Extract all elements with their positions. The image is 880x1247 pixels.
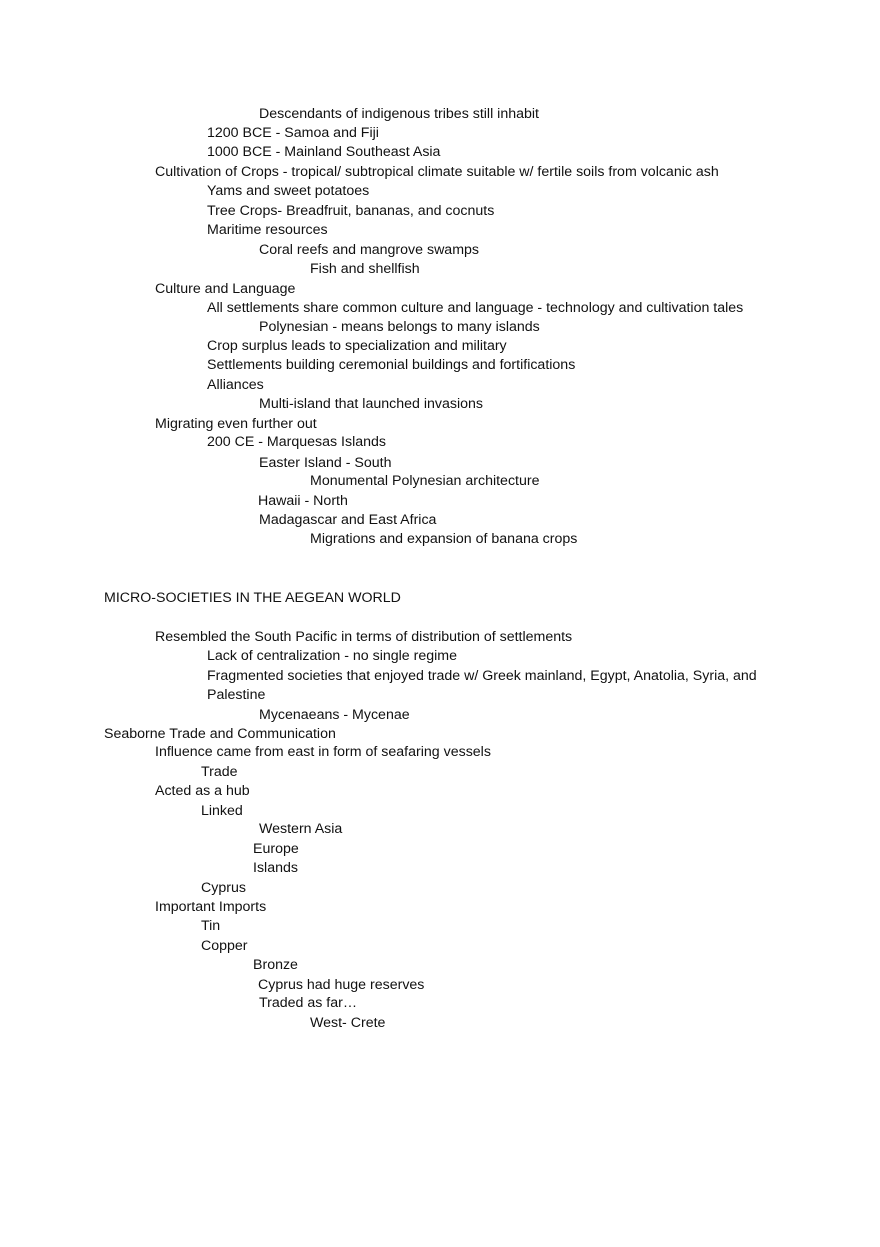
list-text: Trade xyxy=(201,764,238,780)
list-text: Important Imports xyxy=(155,899,267,915)
list-text: All settlements share common culture and language - technology and cultivation tales xyxy=(207,300,744,316)
list-text: Yams and sweet potatoes xyxy=(207,183,370,199)
list-text: 1200 BCE - Samoa and Fiji xyxy=(207,125,379,141)
list-text: Migrations and expansion of banana crops xyxy=(310,531,578,547)
list-text: Settlements building ceremonial buildings and fortifications xyxy=(207,357,576,373)
list-text: Western Asia xyxy=(259,821,343,837)
list-text: Easter Island - South xyxy=(259,455,392,471)
list-text: Descendants of indigenous tribes still inhabit xyxy=(259,106,539,122)
list-text: Europe xyxy=(253,841,299,857)
list-text: Tree Crops- Breadfruit, bananas, and cocnuts xyxy=(207,203,495,219)
list-text: Cultivation of Crops - tropical/ subtropical climate suitable w/ fertile soils from volcanic ash xyxy=(155,164,719,180)
list-text: Coral reefs and mangrove swamps xyxy=(259,242,480,258)
list-text: Crop surplus leads to specialization and military xyxy=(207,338,507,354)
list-text: Copper xyxy=(201,938,248,954)
list-text: Linked xyxy=(201,803,243,819)
list-text: Fish and shellfish xyxy=(310,261,420,277)
list-text: Cyprus xyxy=(201,880,246,896)
list-text: Madagascar and East Africa xyxy=(259,512,437,528)
list-text: Traded as far… xyxy=(259,995,358,1011)
list-text: Alliances xyxy=(207,377,264,393)
heading-text: Seaborne Trade and Communication xyxy=(104,726,336,742)
list-text: Migrating even further out xyxy=(155,416,317,432)
list-text: Lack of centralization - no single regime xyxy=(207,648,457,664)
list-text: Monumental Polynesian architecture xyxy=(310,473,540,489)
list-text: Mycenaeans - Mycenae xyxy=(259,707,410,723)
list-text: Cyprus had huge reserves xyxy=(258,977,425,993)
list-text: Acted as a hub xyxy=(155,783,250,799)
list-text: Multi-island that launched invasions xyxy=(259,396,483,412)
list-text: Fragmented societies that enjoyed trade w/ Greek mainland, Egypt, Anatolia, Syria, and xyxy=(207,668,757,684)
list-text: Polynesian - means belongs to many islands xyxy=(259,319,540,335)
list-text: 1000 BCE - Mainland Southeast Asia xyxy=(207,144,441,160)
list-text: Palestine xyxy=(207,687,266,703)
list-text: Tin xyxy=(201,918,221,934)
list-text: Culture and Language xyxy=(155,281,296,297)
list-text: Hawaii - North xyxy=(258,493,348,509)
list-text: West- Crete xyxy=(310,1015,386,1031)
list-text: Islands xyxy=(253,860,298,876)
heading-text: MICRO-SOCIETIES IN THE AEGEAN WORLD xyxy=(104,590,401,606)
list-text: Resembled the South Pacific in terms of distribution of settlements xyxy=(155,629,573,645)
list-text: Bronze xyxy=(253,957,298,973)
list-text: Maritime resources xyxy=(207,222,328,238)
list-text: 200 CE - Marquesas Islands xyxy=(207,434,387,450)
list-text: Influence came from east in form of seafaring vessels xyxy=(155,744,491,760)
